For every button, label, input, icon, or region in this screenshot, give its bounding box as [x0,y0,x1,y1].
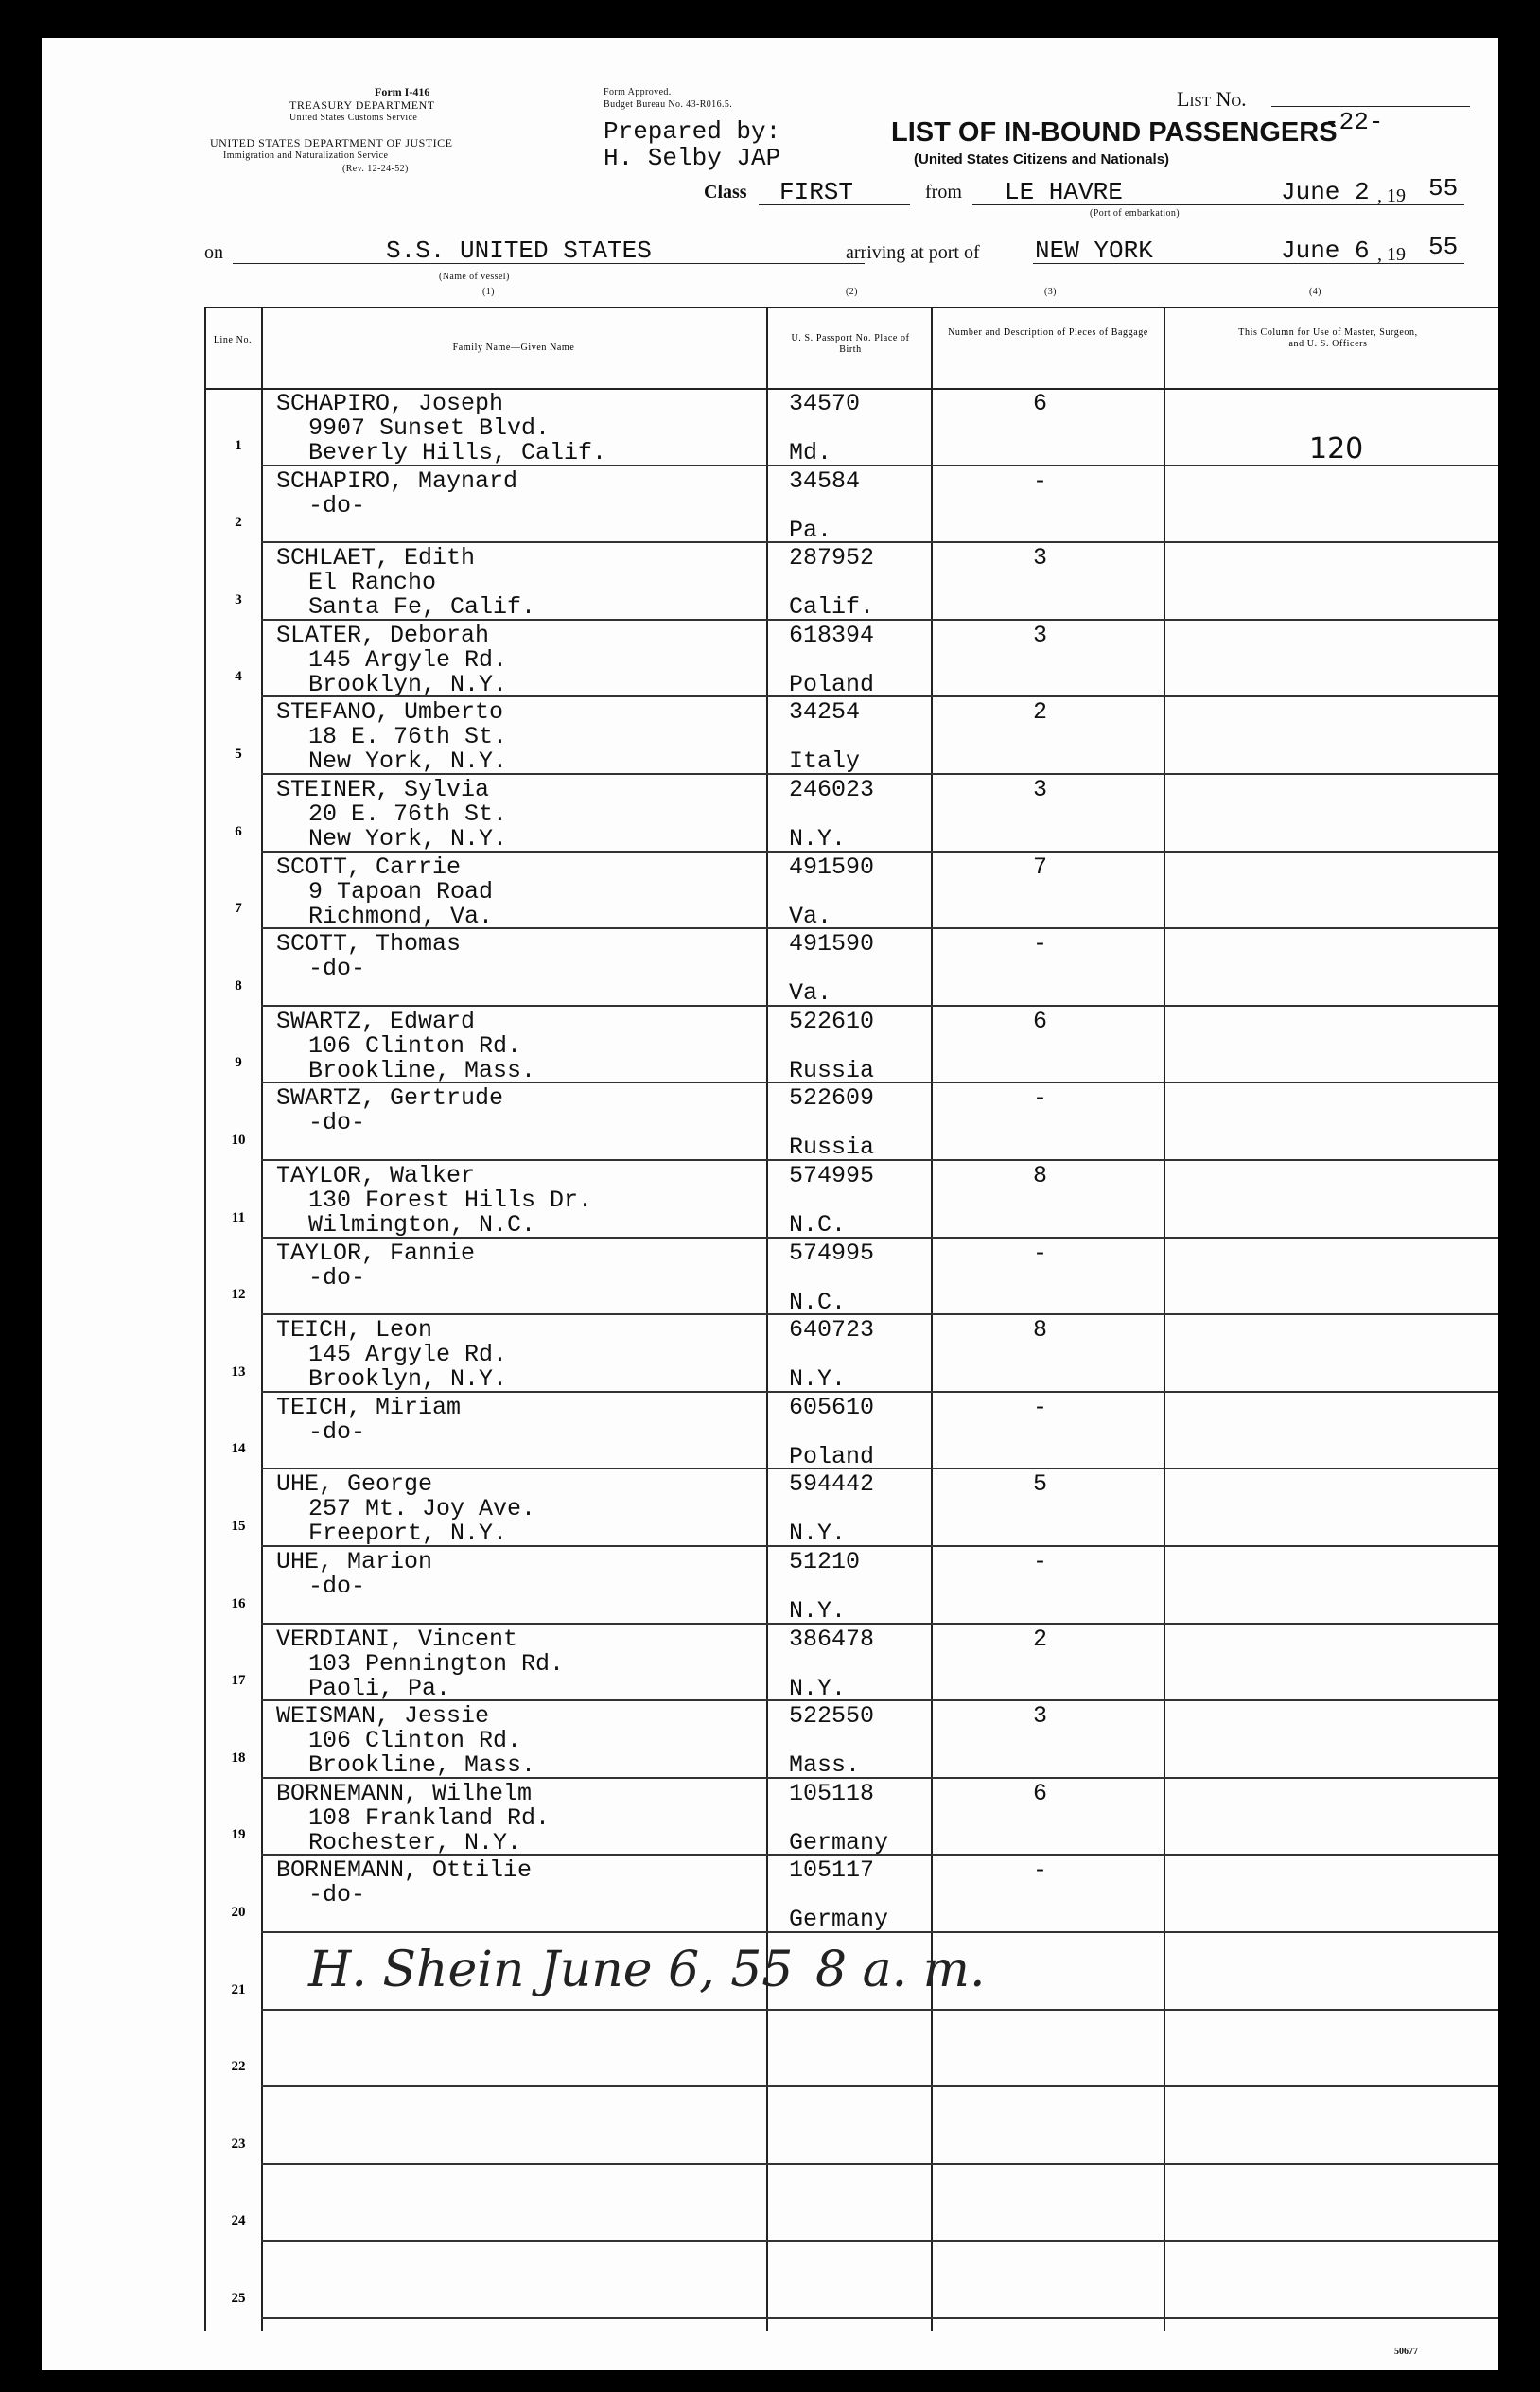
passenger-name: SCHLAET, Edith [276,544,476,572]
line-number: 5 [235,747,242,762]
line-col-divider [261,307,263,2331]
passenger-name: TAYLOR, Fannie [276,1239,476,1267]
place-of-birth: Russia [789,1056,875,1084]
line-number: 10 [231,1133,246,1148]
address-line-1: 130 Forest Hills Dr. [308,1187,593,1214]
address-line-2: Brooklyn, N.Y. [308,1365,508,1394]
line-number: 15 [231,1519,246,1534]
inspector-signature: H. Shein June 6, 55 [308,1942,794,1998]
address-line-1: 106 Clinton Rd. [308,1031,522,1060]
prepared-by-value: H. Selby JAP [604,144,781,172]
place-of-birth: N.C. [789,1211,847,1239]
place-of-birth: Germany [789,1828,889,1856]
passport-number: 594442 [789,1470,875,1499]
arrive-date: June 6 [1281,237,1370,265]
passport-number: 287952 [789,544,875,572]
name-col-divider [766,307,768,2331]
address-line-1: -do- [308,1417,366,1446]
address-line-1: 103 Pennington Rd. [308,1649,565,1678]
address-line-1: -do- [308,491,366,519]
address-line-1: 145 Argyle Rd. [308,1341,508,1369]
row-divider [261,1159,1498,1161]
row-divider [261,1005,1498,1007]
passport-number: 522609 [789,1084,875,1113]
place-of-birth: Va. [789,902,832,930]
port-embarkation-note: (Port of embarkation) [1090,208,1181,219]
baggage-count: 8 [1033,1316,1048,1345]
address-line-1: 9907 Sunset Blvd. [308,414,551,442]
line-number: 18 [231,1750,246,1766]
address-line-2: New York, N.Y. [308,748,508,776]
line-number: 6 [235,823,242,839]
line-number: 24 [231,2213,246,2229]
address-line-2: Beverly Hills, Calif. [308,439,607,466]
line-number: 1 [235,437,242,453]
passenger-name: TAYLOR, Walker [276,1162,476,1189]
line-number: 17 [231,1673,246,1689]
passport-number: 34570 [789,390,861,417]
manifest-page [42,38,1498,2370]
prepared-by-label: Prepared by: [604,117,781,146]
passenger-name: TEICH, Miriam [276,1393,462,1421]
passenger-name: UHE, George [276,1470,433,1499]
arrive-port: NEW YORK [1035,237,1153,265]
baggage-count: 6 [1033,390,1048,417]
place-of-birth: N.Y. [789,1674,847,1702]
baggage-count: - [1033,930,1048,959]
officer-note: 120 [1309,432,1364,466]
place-of-birth: Pa. [789,516,832,544]
passenger-name: STEINER, Sylvia [276,776,490,803]
baggage-count: 3 [1033,776,1048,803]
address-line-1: -do- [308,955,366,983]
passport-number: 51210 [789,1548,861,1575]
place-of-birth: Italy [789,748,861,776]
passport-number: 491590 [789,930,875,959]
vessel-name: S.S. UNITED STATES [386,237,652,265]
line-number: 7 [235,901,242,917]
place-of-birth: Calif. [789,593,875,622]
address-line-1: 145 Argyle Rd. [308,645,508,674]
depart-year-prefix: , 19 [1377,185,1406,206]
line-number: 11 [231,1209,246,1225]
vessel-note: (Name of vessel) [439,272,510,282]
baggage-count: 6 [1033,1779,1048,1807]
from-label: from [925,182,962,202]
from-value: LE HAVRE [1005,178,1123,206]
passenger-name: UHE, Marion [276,1548,433,1575]
arrive-year: 55 [1428,233,1459,261]
address-line-2: Freeport, N.Y. [308,1520,508,1548]
passenger-name: SCOTT, Thomas [276,930,462,959]
passport-number: 640723 [789,1316,875,1345]
col-number-2: (2) [846,287,858,297]
line-number: 23 [231,2136,246,2152]
place-of-birth: Mass. [789,1751,861,1780]
passenger-name: VERDIANI, Vincent [276,1625,518,1653]
passenger-name: SCHAPIRO, Joseph [276,390,504,417]
place-of-birth: Germany [789,1906,889,1934]
col-number-4: (4) [1309,287,1321,297]
baggage-count: - [1033,1856,1048,1885]
passenger-name: SLATER, Deborah [276,621,490,649]
place-of-birth: Russia [789,1134,875,1162]
header-baggage: Number and Description of Pieces of Baggage [948,327,1148,338]
passenger-name: SCHAPIRO, Maynard [276,466,518,495]
address-line-2: Santa Fe, Calif. [308,593,536,622]
row-divider [261,541,1498,543]
line-number: 20 [231,1905,246,1920]
budget-bureau: Budget Bureau No. 43-R016.5. [604,99,733,110]
baggage-count: 8 [1033,1162,1048,1189]
baggage-count: 3 [1033,621,1048,649]
address-line-2: Brooklyn, N.Y. [308,670,508,698]
address-line-1: 108 Frankland Rd. [308,1803,551,1832]
baggage-col-divider [1164,307,1165,2331]
address-line-1: 18 E. 76th St. [308,723,508,751]
passport-col-divider [931,307,933,2331]
arrival-time-note: 8 a. m. [815,1942,986,1998]
header-passport: U. S. Passport No. Place of Birth [791,333,910,355]
row-divider [261,2240,1498,2242]
passport-number: 522610 [789,1007,875,1035]
address-line-1: 9 Tapoan Road [308,877,494,906]
dept-customs: United States Customs Service [289,113,418,123]
baggage-count: - [1033,1393,1048,1421]
list-no-value: -22- [1324,108,1384,136]
passenger-name: WEISMAN, Jessie [276,1702,490,1731]
passport-number: 574995 [789,1162,875,1189]
address-line-1: -do- [308,1573,366,1600]
passenger-name: STEFANO, Umberto [276,698,504,727]
baggage-count: 3 [1033,1702,1048,1731]
place-of-birth: Poland [789,670,875,698]
passport-number: 618394 [789,621,875,649]
footer-code: 50677 [1394,2347,1418,2357]
row-divider [261,2317,1498,2319]
line-number: 8 [235,977,242,994]
baggage-count: - [1033,466,1048,495]
passport-number: 491590 [789,853,875,881]
table-left-border [204,307,206,2331]
place-of-birth: N.Y. [789,825,847,853]
passport-number: 386478 [789,1625,875,1653]
line-number: 9 [235,1055,242,1071]
line-number: 22 [231,2059,246,2075]
baggage-count: 2 [1033,1625,1048,1653]
line-number: 13 [231,1363,246,1380]
header-name: Family Name—Given Name [452,343,575,353]
line-number: 21 [231,1981,246,1997]
header-officers: This Column for Use of Master, Surgeon, and U. S. Officers [1238,327,1418,349]
line-number: 14 [231,1441,246,1457]
passenger-name: BORNEMANN, Wilhelm [276,1779,533,1807]
place-of-birth: N.C. [789,1288,847,1316]
address-line-2: Paoli, Pa. [308,1674,451,1702]
passport-number: 522550 [789,1702,875,1731]
col-number-1: (1) [482,287,495,297]
row-divider [261,2085,1498,2087]
passenger-name: SWARTZ, Edward [276,1007,476,1035]
baggage-count: 7 [1033,853,1048,881]
row-divider [261,1623,1498,1625]
place-of-birth: Poland [789,1442,875,1470]
address-line-1: -do- [308,1109,366,1137]
dept-justice: UNITED STATES DEPARTMENT OF JUSTICE [210,136,453,150]
form-revision: (Rev. 12-24-52) [342,164,409,174]
col-number-3: (3) [1044,287,1057,297]
line-number: 2 [235,515,242,531]
address-line-2: New York, N.Y. [308,825,508,853]
address-line-1: -do- [308,1263,366,1292]
row-divider [261,1468,1498,1469]
address-line-1: 20 E. 76th St. [308,800,508,828]
depart-date: June 2 [1281,178,1370,206]
baggage-count: - [1033,1548,1048,1575]
address-line-1: 106 Clinton Rd. [308,1727,522,1755]
passport-number: 34254 [789,698,861,727]
baggage-count: 6 [1033,1007,1048,1035]
passport-number: 605610 [789,1393,875,1421]
address-line-2: Richmond, Va. [308,902,494,930]
table-top-border [204,307,1498,308]
place-of-birth: Md. [789,439,832,466]
place-of-birth: N.Y. [789,1520,847,1548]
baggage-count: - [1033,1084,1048,1113]
address-line-2: Brookline, Mass. [308,1056,536,1084]
address-line-2: Rochester, N.Y. [308,1828,522,1856]
arrive-year-prefix: , 19 [1377,244,1406,265]
line-number: 12 [231,1287,246,1303]
place-of-birth: N.Y. [789,1597,847,1625]
row-divider [261,1313,1498,1315]
form-approved: Form Approved. [604,87,672,97]
passport-number: 105117 [789,1856,875,1885]
passenger-name: SCOTT, Carrie [276,853,462,881]
passport-number: 34584 [789,466,861,495]
passenger-name: TEICH, Leon [276,1316,433,1345]
class-label: Class [704,182,747,202]
arriving-label: arriving at port of [846,242,980,263]
baggage-count: - [1033,1239,1048,1267]
address-line-1: 257 Mt. Joy Ave. [308,1495,536,1523]
address-line-2: Brookline, Mass. [308,1751,536,1780]
line-number: 19 [231,1827,246,1843]
baggage-count: 2 [1033,698,1048,727]
address-line-1: -do- [308,1881,366,1909]
passport-number: 574995 [789,1239,875,1267]
passenger-name: SWARTZ, Gertrude [276,1084,504,1113]
class-value: FIRST [779,178,854,206]
place-of-birth: N.Y. [789,1365,847,1394]
baggage-count: 3 [1033,544,1048,572]
header-line-no: Line No. [213,335,253,345]
row-divider [261,2163,1498,2165]
list-no-underline [1271,106,1470,107]
dept-immigration: Immigration and Naturalization Service [223,150,389,161]
line-number: 16 [231,1595,246,1611]
passport-number: 105118 [789,1779,875,1807]
depart-year: 55 [1428,174,1459,202]
line-number: 4 [235,669,242,685]
baggage-count: 5 [1033,1470,1048,1499]
address-line-1: El Rancho [308,569,437,597]
form-title: LIST OF IN-BOUND PASSENGERS [891,117,1338,148]
list-no-label: List No. [1177,87,1247,111]
dept-treasury: TREASURY DEPARTMENT [289,98,435,112]
form-subtitle: (United States Citizens and Nationals) [914,151,1170,167]
row-divider [261,2009,1498,2011]
passenger-name: BORNEMANN, Ottilie [276,1856,533,1885]
line-number: 3 [235,591,242,607]
on-label: on [204,242,223,263]
form-number: Form I-416 [375,85,430,98]
place-of-birth: Va. [789,979,832,1008]
address-line-2: Wilmington, N.C. [308,1211,536,1239]
line-number: 25 [231,2291,246,2306]
passport-number: 246023 [789,776,875,803]
